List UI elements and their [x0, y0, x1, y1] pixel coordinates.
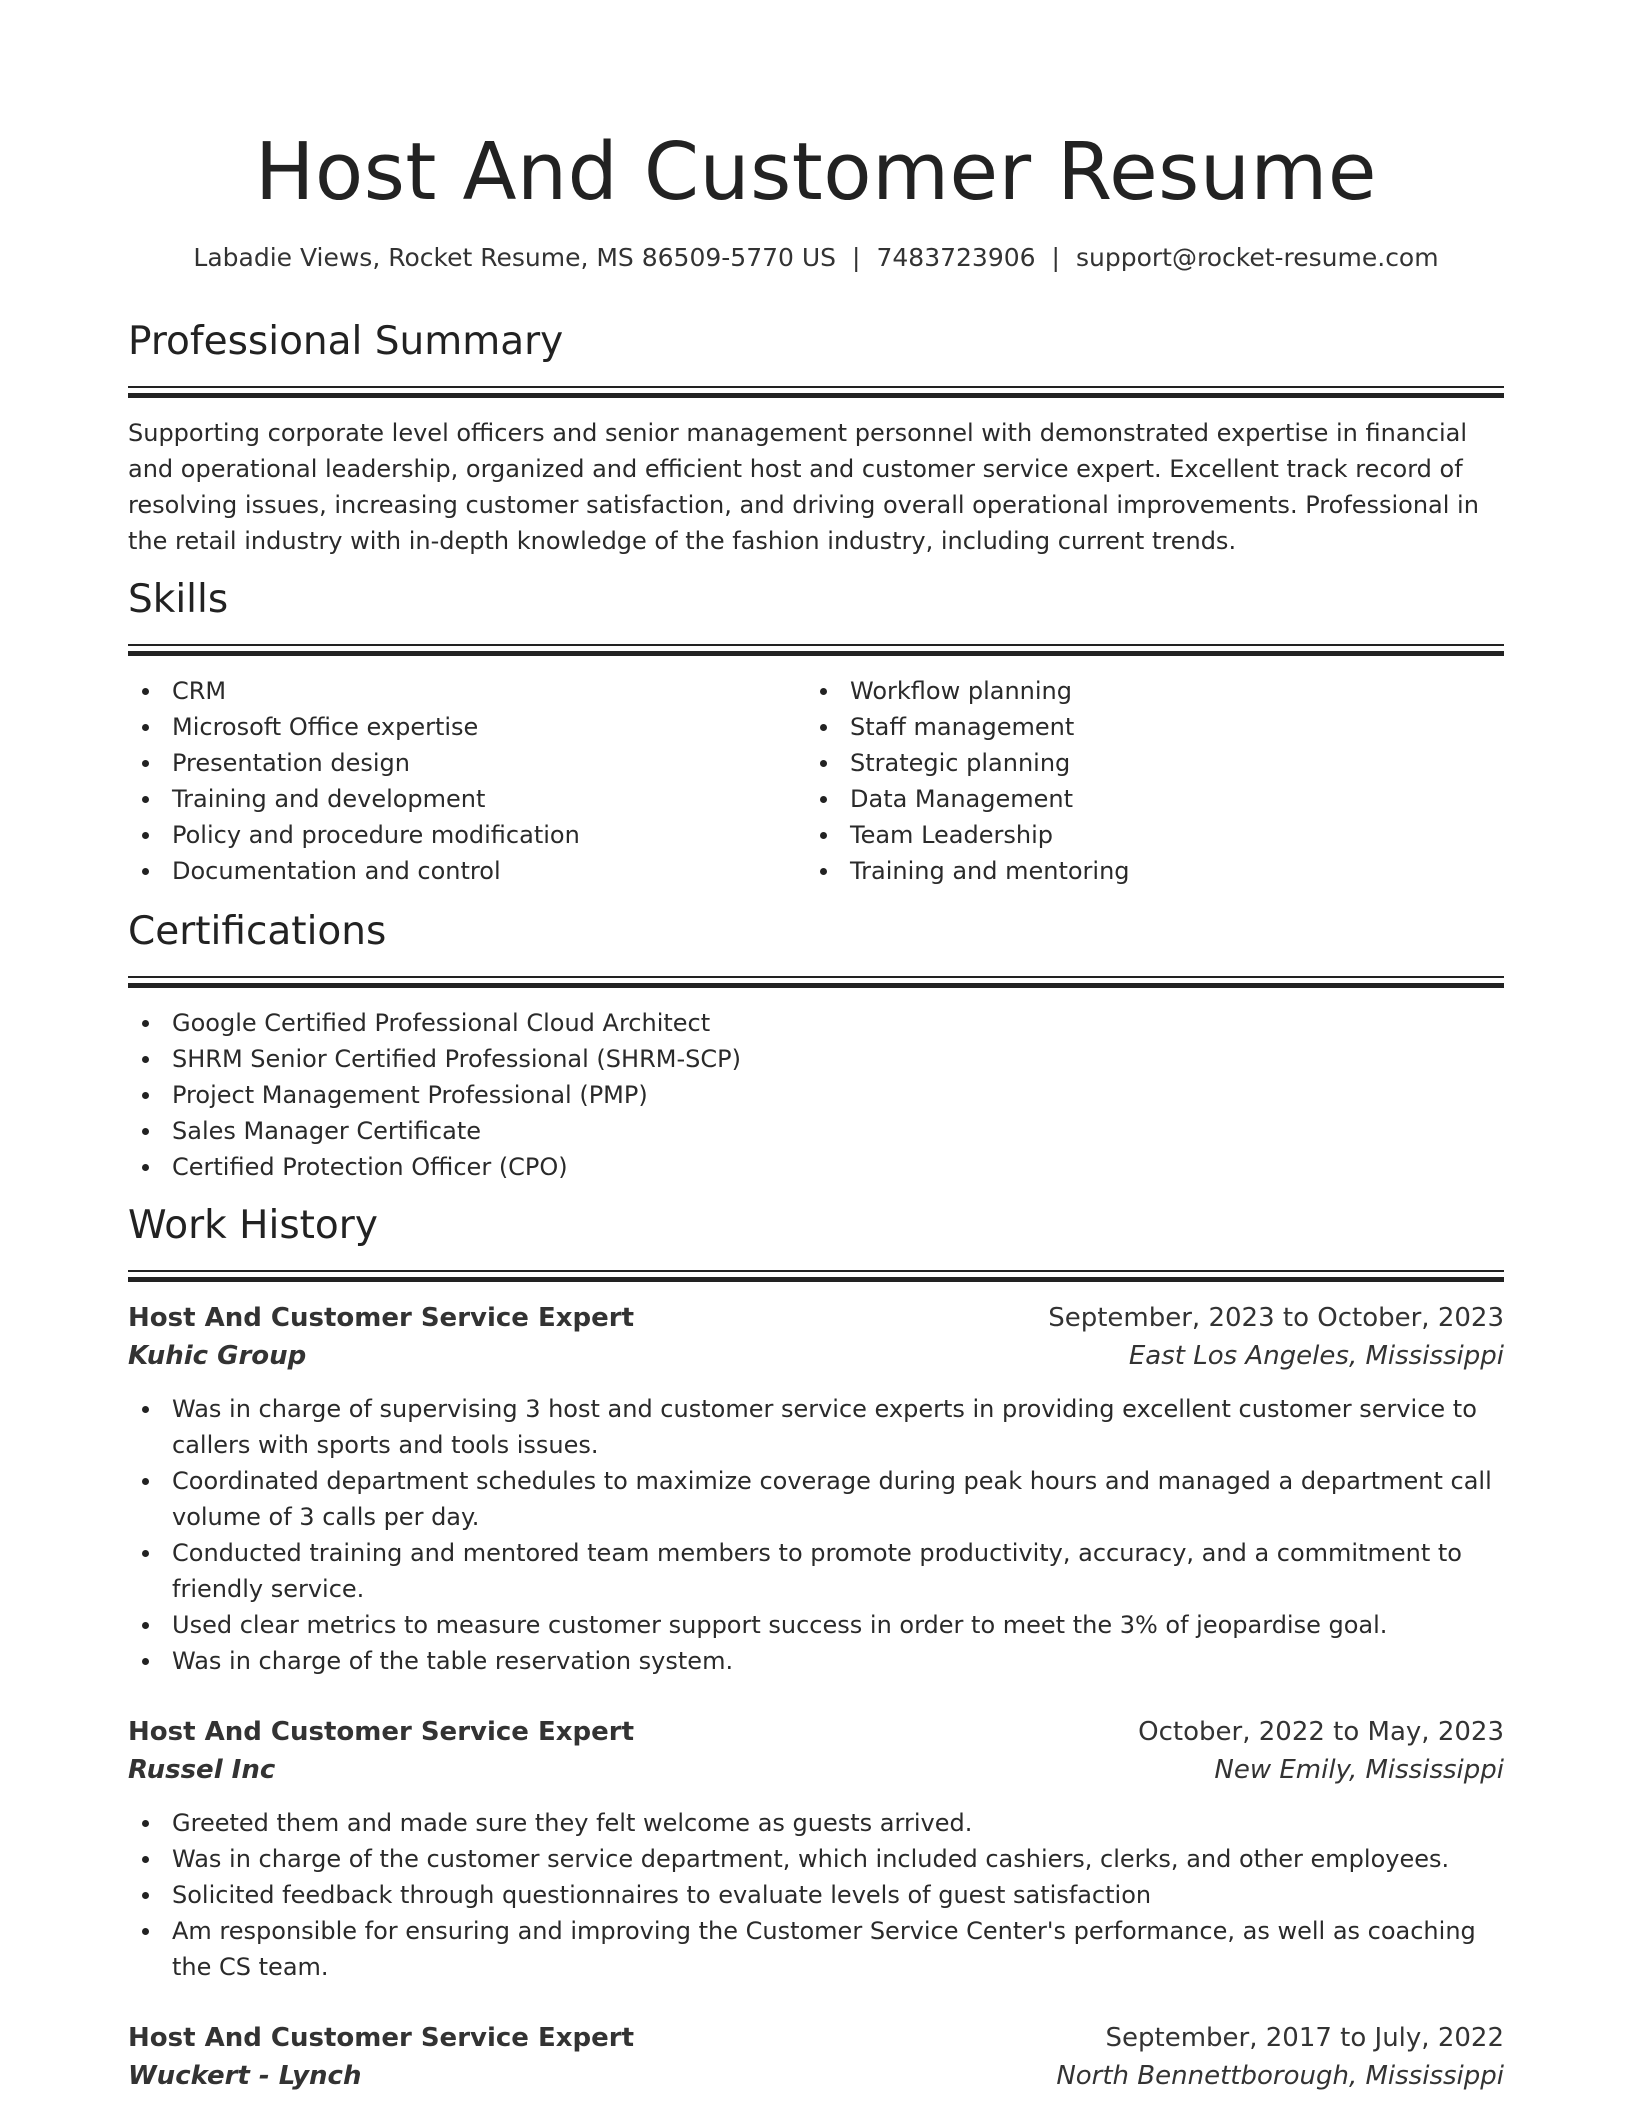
skill-item: Documentation and control — [128, 853, 806, 889]
page-title: Host And Customer Resume — [255, 126, 1377, 218]
job-bullet: Used clear metrics to measure customer support success in order to meet the 3% of jeopardise goal. — [128, 1607, 1504, 1643]
skill-item: Training and development — [128, 781, 806, 817]
skills-heading: Skills — [128, 577, 229, 622]
skills-columns — [128, 673, 1504, 889]
skill-item: Training and mentoring — [806, 853, 1484, 889]
certification-item: SHRM Senior Certified Professional (SHRM-SCP) — [128, 1041, 1504, 1077]
skills-section — [128, 576, 1504, 889]
work-history-section — [128, 1202, 1504, 2095]
skills-list-left — [128, 673, 806, 889]
skill-item: Staff management — [806, 709, 1484, 745]
job-location: New Emily, Mississippi — [1214, 1755, 1504, 1785]
section-divider — [128, 976, 1504, 989]
contact-line — [128, 242, 1504, 274]
contact-separator: | — [1051, 243, 1060, 272]
job-company: Kuhic Group — [128, 1341, 307, 1371]
job-company: Russel Inc — [128, 1755, 276, 1785]
job-dates: October, 2022 to May, 2023 — [1138, 1717, 1504, 1747]
skill-item: Presentation design — [128, 745, 806, 781]
job-location: North Bennettborough, Mississippi — [1056, 2061, 1504, 2091]
job-bullets — [128, 1805, 1504, 1985]
job-dates: September, 2017 to July, 2022 — [1105, 2023, 1504, 2053]
contact-address: Labadie Views, Rocket Resume, MS 86509-5770 US — [193, 243, 837, 272]
summary-text: Supporting corporate level officers and senior management personnel with demonstrated expertise in financial and operational leadership, organized and efficient host and customer service expert. Excellent track record of resolving issues, increasing customer satisfaction, and driving overall operational improvements. Professional in the retail industry with in-depth knowledge of the fashion industry, including current trends. — [128, 419, 1479, 555]
certifications-heading: Certifications — [128, 909, 387, 954]
job-title: Host And Customer Service Expert — [128, 1303, 634, 1333]
job-title: Host And Customer Service Expert — [128, 1717, 634, 1747]
job-title: Host And Customer Service Expert — [128, 2023, 634, 2053]
job-bullet: Was in charge of the table reservation system. — [128, 1643, 1504, 1679]
job-bullet: Coordinated department schedules to maximize coverage during peak hours and managed a department call volume of 3 calls per day. — [128, 1463, 1504, 1535]
skill-item: Data Management — [806, 781, 1484, 817]
certification-item: Certified Protection Officer (CPO) — [128, 1149, 1504, 1185]
certifications-section — [128, 908, 1504, 1185]
skill-item: CRM — [128, 673, 806, 709]
job-bullet: Conducted training and mentored team members to promote productivity, accuracy, and a commitment to friendly service. — [128, 1535, 1504, 1607]
skills-list-right — [806, 673, 1484, 889]
certification-item: Project Management Professional (PMP) — [128, 1077, 1504, 1113]
job-company: Wuckert - Lynch — [128, 2061, 362, 2091]
resume-page — [128, 0, 1504, 2091]
certification-item: Google Certified Professional Cloud Architect — [128, 1005, 1504, 1041]
job-bullet: Solicited feedback through questionnaires to evaluate levels of guest satisfaction — [128, 1877, 1504, 1913]
job-bullet: Was in charge of supervising 3 host and customer service experts in providing excellent customer service to callers with sports and tools issues. — [128, 1391, 1504, 1463]
section-divider — [128, 386, 1504, 399]
certifications-list — [128, 1005, 1504, 1185]
job-entry — [128, 1299, 1504, 1679]
contact-phone: 7483723906 — [876, 243, 1036, 272]
skill-item: Policy and procedure modification — [128, 817, 806, 853]
section-divider — [128, 644, 1504, 657]
work-history-heading: Work History — [128, 1203, 378, 1248]
job-bullets — [128, 1391, 1504, 1679]
job-entry — [128, 2019, 1504, 2095]
contact-separator: | — [852, 243, 861, 272]
job-bullet: Am responsible for ensuring and improving the Customer Service Center's performance, as well as coaching the CS team. — [128, 1913, 1504, 1985]
job-bullet: Was in charge of the customer service department, which included cashiers, clerks, and other employees. — [128, 1841, 1504, 1877]
contact-email: support@rocket-resume.com — [1075, 243, 1439, 272]
skill-item: Workflow planning — [806, 673, 1484, 709]
skill-item: Strategic planning — [806, 745, 1484, 781]
skill-item: Team Leadership — [806, 817, 1484, 853]
job-bullet: Greeted them and made sure they felt welcome as guests arrived. — [128, 1805, 1504, 1841]
skill-item: Microsoft Office expertise — [128, 709, 806, 745]
job-dates: September, 2023 to October, 2023 — [1048, 1303, 1504, 1333]
section-divider — [128, 1270, 1504, 1283]
job-location: East Los Angeles, Mississippi — [1128, 1341, 1504, 1371]
summary-heading: Professional Summary — [128, 319, 564, 364]
summary-section — [128, 318, 1504, 559]
certification-item: Sales Manager Certificate — [128, 1113, 1504, 1149]
job-entry — [128, 1713, 1504, 1985]
